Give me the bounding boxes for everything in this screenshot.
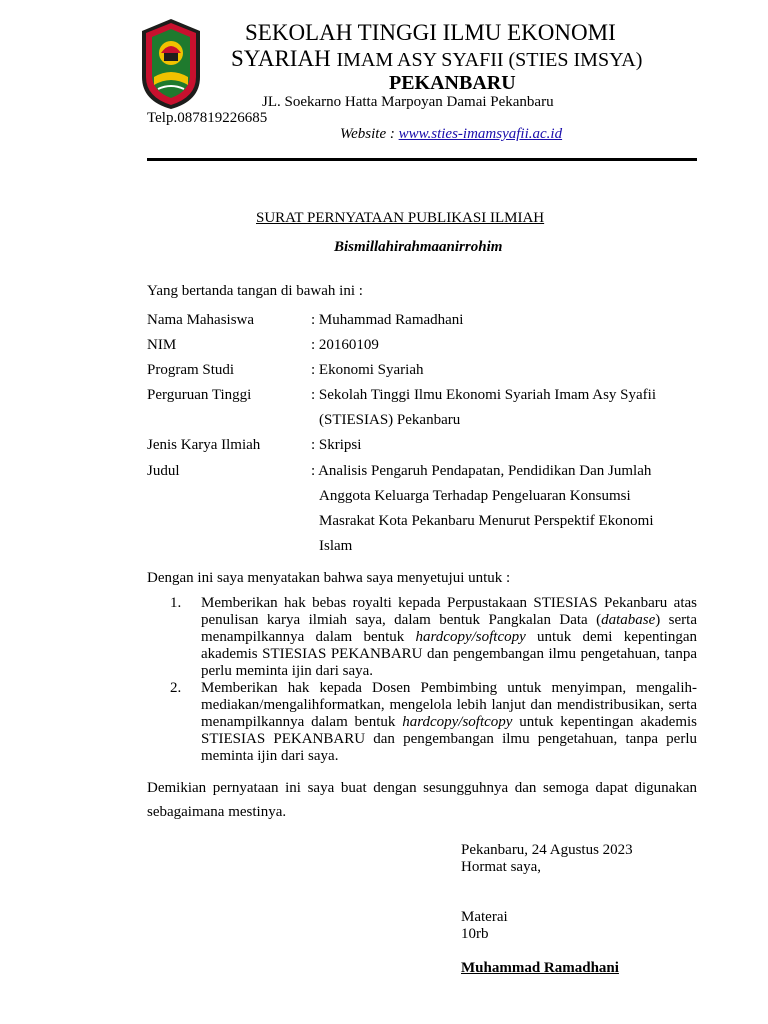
- statement-list: [170, 595, 697, 765]
- letterhead-phone: Telp.087819226685: [147, 110, 268, 126]
- document-title: SURAT PERNYATAAN PUBLIKASI ILMIAH: [256, 210, 545, 226]
- bismillah: Bismillahirahmaanirrohim: [334, 239, 503, 255]
- field-value-name: : Muhammad Ramadhani: [311, 312, 464, 328]
- college-logo: [138, 17, 204, 111]
- statement-item-1-text-b: ) serta menampilkannya dalam bentuk: [201, 612, 697, 645]
- field-label-name: Nama Mahasiswa: [147, 312, 255, 328]
- signature-materai: Materai: [461, 909, 508, 925]
- statement-item-1-italic-a: database: [601, 612, 656, 628]
- letterhead-line-2: [231, 46, 642, 73]
- field-label-title: Judul: [147, 463, 180, 479]
- letterhead-website: [340, 126, 562, 143]
- letterhead-line-1: SEKOLAH TINGGI ILMU EKONOMI: [245, 20, 616, 45]
- statement-intro: Dengan ini saya menyatakan bahwa saya menyetujui untuk :: [147, 570, 511, 586]
- field-value-nim: : 20160109: [311, 337, 379, 353]
- statement-item-2-text-b: untuk kepentingan akademis STIESIAS PEKANBARU dan pengembangan ilmu pengetahuan, tanpa perlu meminta ijin dari saya.: [201, 714, 698, 764]
- field-value-program: : Ekonomi Syariah: [311, 362, 424, 378]
- field-value-title-cont-2: Masrakat Kota Pekanbaru Menurut Perspektif Ekonomi: [319, 513, 654, 529]
- statement-item-1-number: 1.: [170, 595, 182, 611]
- field-value-title: : Analisis Pengaruh Pendapatan, Pendidikan Dan Jumlah: [311, 463, 652, 479]
- website-link[interactable]: www.sties-imamsyafii.ac.id: [398, 126, 563, 142]
- letterhead-line-3: PEKANBARU: [389, 72, 516, 94]
- statement-item-2: [170, 680, 697, 765]
- letterhead-line-2a: SYARIAH: [231, 46, 331, 71]
- field-value-title-cont-1: Anggota Keluarga Terhadap Pengeluaran Konsumsi: [319, 488, 631, 504]
- statement-item-2-text-a: Memberikan hak kepada Dosen Pembimbing untuk menyimpan, mengalih-mediakan/mengalihformatkan, mengelola lebih lanjut dan mendistribusikan, serta menampilkannya dalam bentuk: [201, 680, 697, 730]
- statement-item-1-text-a: Memberikan hak bebas royalti kepada Perpustakaan STIESIAS Pekanbaru atas penulisan karya ilmiah saya, dalam bentuk Pangkalan Data (: [201, 595, 697, 628]
- closing-paragraph: Demikian pernyataan ini saya buat dengan sesungguhnya dan semoga dapat digunakan sebagaimana mestinya.: [147, 780, 697, 820]
- field-label-nim: NIM: [147, 337, 177, 353]
- field-label-program: Program Studi: [147, 362, 235, 378]
- statement-item-1-italic-b: hardcopy/softcopy: [415, 629, 526, 645]
- signature-materai-amount: 10rb: [461, 926, 489, 942]
- statement-item-1: [170, 595, 697, 680]
- signature-regards: Hormat saya,: [461, 859, 541, 875]
- field-label-institution: Perguruan Tinggi: [147, 387, 252, 403]
- letterhead-address: JL. Soekarno Hatta Marpoyan Damai Pekanbaru: [262, 94, 554, 110]
- website-label: Website :: [340, 126, 399, 142]
- field-label-work-type: Jenis Karya Ilmiah: [147, 437, 261, 453]
- field-value-title-cont-3: Islam: [319, 538, 353, 554]
- field-value-work-type: : Skripsi: [311, 437, 362, 453]
- signature-place-date: Pekanbaru, 24 Agustus 2023: [461, 842, 633, 858]
- letterhead-rule: [147, 158, 697, 161]
- statement-item-2-italic-a: hardcopy/softcopy: [402, 714, 513, 730]
- statement-item-2-number: 2.: [170, 680, 182, 696]
- signature-name: Muhammad Ramadhani: [461, 960, 619, 976]
- field-value-institution: : Sekolah Tinggi Ilmu Ekonomi Syariah Imam Asy Syafii: [311, 387, 656, 403]
- intro-text: Yang bertanda tangan di bawah ini :: [147, 283, 363, 299]
- field-value-institution-cont: (STIESIAS) Pekanbaru: [319, 412, 461, 428]
- statement-item-1-text-c: untuk demi kepentingan akademis STIESIAS PEKANBARU dan pengembangan ilmu pengetahuan, tanpa perlu meminta ijin dari saya.: [201, 629, 698, 679]
- letterhead-line-2b: IMAM ASY SYAFII (STIES IMSYA): [336, 49, 643, 71]
